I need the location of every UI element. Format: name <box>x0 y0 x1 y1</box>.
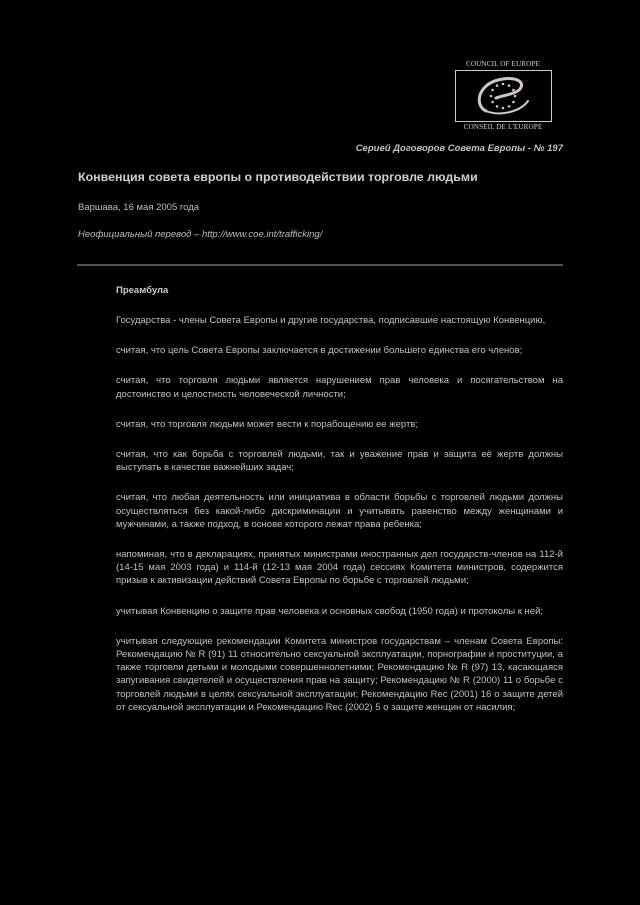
preamble-paragraph: считая, что цель Совета Европы заключается в достижении большего единства его членов; <box>116 345 523 357</box>
preamble-paragraph: считая, что как борьба с торговлей людьми, так и уважение прав и защита её жертв должны выступать в качестве важнейших задач; <box>116 449 563 474</box>
document-title: Конвенция совета европы о противодействии торговле людьми <box>78 170 478 184</box>
place-and-date: Варшава, 16 мая 2005 года <box>78 202 200 213</box>
preamble-paragraph: учитывая Конвенцию о защите прав человека и основных свобод (1950 года) и протоколы к ней; <box>116 605 544 617</box>
preamble-paragraph: считая, что торговля людьми является нарушением прав человека и посягательством на достоинство и целостность человеческой личности; <box>116 375 563 400</box>
council-of-europe-logo <box>453 60 553 131</box>
logo-bottom-text: CONSEIL DE L'EUROPE <box>463 123 543 131</box>
preamble-paragraph: напоминая, что в декларациях, принятых министрами иностранных дел государств-членов на 112-й (14-15 мая 2003 года) и 114-й (12-13 мая 2004 года) сессиях Комитета министров, содержится призыв к активизации действий Совета Европы по борьбе с торговлей людьми; <box>116 549 563 587</box>
treaty-series-label: Серией Договоров Совета Европы - № 197 <box>355 143 563 154</box>
preamble-heading: Преамбула <box>116 285 169 296</box>
council-of-europe-emblem-icon <box>455 70 552 122</box>
logo-top-text: COUNCIL OF EUROPE <box>465 60 541 68</box>
translation-note: Неофициальный перевод – http://www.coe.int/trafficking/ <box>78 229 323 240</box>
horizontal-divider <box>77 264 563 266</box>
preamble-paragraph: учитывая следующие рекомендации Комитета министров государствам – членам Совета Европы: Рекомендацию № R (91) 11 относительно сексуальной эксплуатации, порнографии и проституции, а также торговли детьми и молодыми совершеннолетними; Рекомендацию № R (97) 13, касающаяся запугивания свидетелей и осуществления прав на защиту; Рекомендацию № R (2000) 11 о борьбе с торговлей людьми в целях сексуальной эксплуатации; Рекомендацию Rec (2001) 16 о защите детей от сексуальной эксплуатации и Рекомендацию Rec (2002) 5 о защите женщин от насилия; <box>116 635 563 713</box>
preamble-paragraph: считая, что любая деятельность или инициатива в области борьбы с торговлей людьми должны осуществляться без какой-либо дискриминации и учитывать равенство между женщинами и мужчинами, а также подход, в основе которого лежат права ребенка; <box>116 492 563 530</box>
preamble-paragraph: считая, что торговля людьми может вести к порабощению ее жертв; <box>116 418 418 430</box>
preamble-paragraph: Государства - члены Совета Европы и другие государства, подписавшие настоящую Конвенцию, <box>116 315 546 326</box>
preamble-section <box>116 284 563 731</box>
